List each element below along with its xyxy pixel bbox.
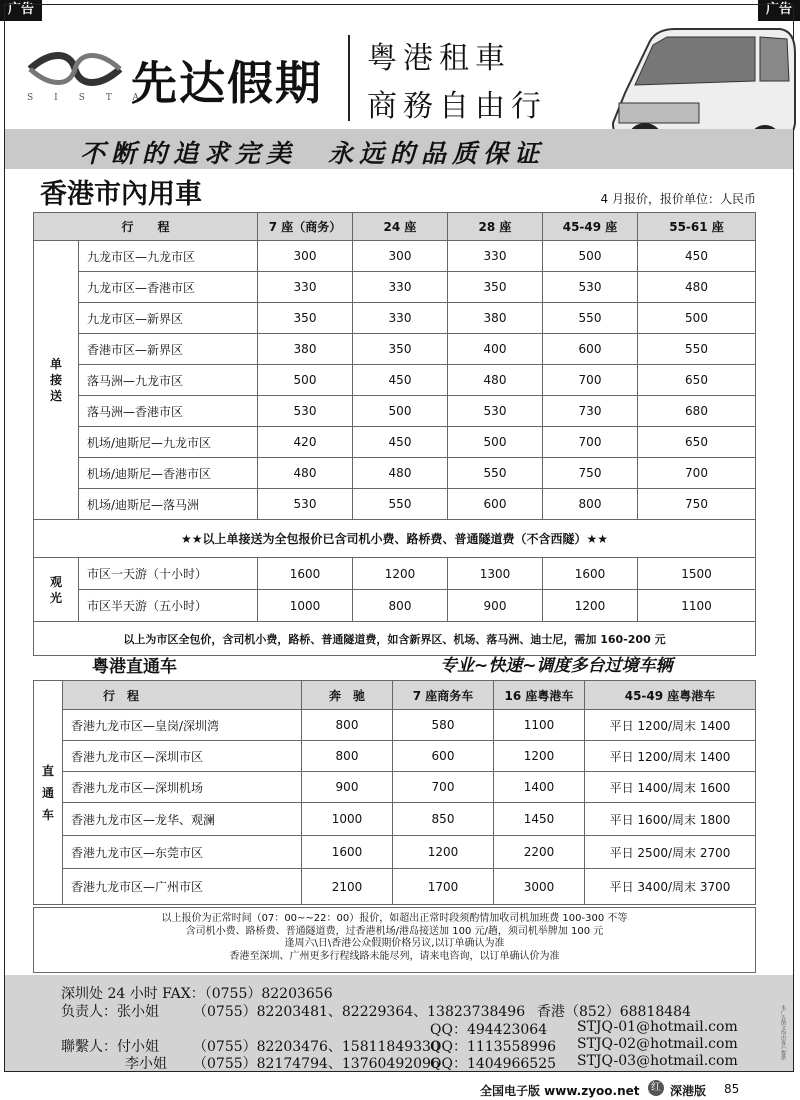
- person1-label: 负责人：张小姐: [61, 1004, 159, 1020]
- person3-phone: （0755）82174794、13760492096: [193, 1056, 440, 1072]
- price-cell: 1100: [638, 590, 756, 622]
- table-row: [34, 558, 756, 590]
- person2-phone: （0755）82203476、15811849330: [193, 1039, 440, 1055]
- price-cell: 1300: [448, 558, 543, 590]
- price-cell: 1100: [494, 710, 585, 741]
- table-row: [34, 710, 756, 741]
- route-cell: 落马洲—香港市区: [79, 396, 258, 427]
- price-cell: 530: [448, 396, 543, 427]
- group-label-transfer: 单接送: [34, 241, 79, 520]
- col-header-7seat: 7 座（商务）: [258, 213, 353, 241]
- route-cell: 机场/迪斯尼—香港市区: [79, 458, 258, 489]
- footer-badge-icon: 红: [648, 1080, 664, 1096]
- price-cell: 平日 2500/周末 2700: [585, 836, 756, 869]
- price-cell: 480: [258, 458, 353, 489]
- footer-edition: 深港版: [670, 1084, 707, 1098]
- transfer-note: ★★以上单接送为全包报价已含司机小费、路桥费、普通隧道费（不含西隧）★★: [34, 520, 756, 558]
- price-cell: 330: [353, 303, 448, 334]
- price-cell: 700: [543, 365, 638, 396]
- table-row: [34, 365, 756, 396]
- route-cell: 市区半天游（五小时）: [79, 590, 258, 622]
- table-row: [34, 836, 756, 869]
- price-cell: 600: [543, 334, 638, 365]
- route-cell: 香港市区—新界区: [79, 334, 258, 365]
- price-cell: 1400: [494, 772, 585, 803]
- price-cell: 550: [448, 458, 543, 489]
- price-cell: 1700: [393, 869, 494, 905]
- table-row: [34, 303, 756, 334]
- price-cell: 350: [353, 334, 448, 365]
- slogan-line1: 粤港租車: [367, 41, 511, 76]
- route-cell: 机场/迪斯尼—落马洲: [79, 489, 258, 520]
- sightseeing-note: 以上为市区全包价，含司机小费，路桥、普通隧道费，如含新界区、机场、落马洲、迪士尼，需加 160-200 元: [34, 622, 756, 656]
- person2-email[interactable]: STJQ-02@hotmail.com: [577, 1036, 738, 1052]
- route-cell: 香港九龙市区—深圳市区: [63, 741, 302, 772]
- price-cell: 550: [543, 303, 638, 334]
- brand-logo-icon: [25, 49, 125, 89]
- table-row: [34, 489, 756, 520]
- price-cell: 750: [638, 489, 756, 520]
- price-cell: 700: [543, 427, 638, 458]
- person3-email[interactable]: STJQ-03@hotmail.com: [577, 1053, 738, 1069]
- price-cell: 450: [353, 427, 448, 458]
- price-cell: 380: [258, 334, 353, 365]
- price-cell: 680: [638, 396, 756, 427]
- col-header-28seat: 28 座: [448, 213, 543, 241]
- page-number: 85: [724, 1082, 740, 1096]
- price-cell: 1500: [638, 558, 756, 590]
- price-cell: 2200: [494, 836, 585, 869]
- note-line: 含司机小费、路桥费、普通隧道费，过香港机场/港岛接送加 100 元/趟，须司机举牌加 100 元: [185, 925, 604, 937]
- price-cell: 1000: [302, 803, 393, 836]
- price-cell: 平日 3400/周末 3700: [585, 869, 756, 905]
- col-header-45seat: 45-49 座粤港车: [585, 681, 756, 710]
- person2-label: 聯繫人：付小姐: [61, 1039, 159, 1055]
- brand-name-cn: 先达假期: [131, 56, 323, 110]
- price-cell: 330: [258, 272, 353, 303]
- price-cell: 600: [393, 741, 494, 772]
- group-label-direct: 直通车: [34, 681, 63, 905]
- col-header-benz: 奔 驰: [302, 681, 393, 710]
- route-cell: 九龙市区—新界区: [79, 303, 258, 334]
- price-cell: 300: [258, 241, 353, 272]
- col-header-route: 行 程: [34, 213, 258, 241]
- header-divider: [348, 35, 350, 121]
- price-cell: 480: [448, 365, 543, 396]
- hk-phone: 香港（852）68818484: [537, 1004, 691, 1020]
- price-cell: 480: [638, 272, 756, 303]
- route-cell: 市区一天游（十小时）: [79, 558, 258, 590]
- price-cell: 500: [638, 303, 756, 334]
- table-row: [34, 241, 756, 272]
- price-cell: 900: [302, 772, 393, 803]
- price-cell: 1200: [494, 741, 585, 772]
- col-header-7seat: 7 座商务车: [393, 681, 494, 710]
- section2-slogan: 专业~快速~调度多台过境车辆: [440, 656, 673, 676]
- note-line: 香港至深圳、广州更多行程线路未能尽列，请来电咨询，以订单确认价为准: [229, 950, 560, 962]
- price-cell: 1200: [543, 590, 638, 622]
- price-cell: 300: [353, 241, 448, 272]
- price-cell: 平日 1600/周末 1800: [585, 803, 756, 836]
- contact-panel: [5, 975, 793, 1071]
- price-cell: 1600: [302, 836, 393, 869]
- price-cell: 530: [258, 489, 353, 520]
- fax-line: 深圳处 24 小时 FAX：（0755）82203656: [61, 986, 333, 1002]
- price-cell: 530: [543, 272, 638, 303]
- side-note: 本广告图文均由客户提供: [780, 1005, 786, 1060]
- price-cell: 平日 1400/周末 1600: [585, 772, 756, 803]
- price-cell: 550: [638, 334, 756, 365]
- price-cell: 800: [302, 741, 393, 772]
- table-row: [34, 590, 756, 622]
- hk-rental-table: [33, 212, 756, 656]
- price-cell: 550: [353, 489, 448, 520]
- price-cell: 750: [543, 458, 638, 489]
- route-cell: 香港九龙市区—东莞市区: [63, 836, 302, 869]
- person1-email[interactable]: STJQ-01@hotmail.com: [577, 1019, 738, 1035]
- cross-border-notes: [33, 907, 756, 973]
- price-cell: 500: [353, 396, 448, 427]
- route-cell: 香港九龙市区—广州市区: [63, 869, 302, 905]
- section1-title: 香港市內用車: [40, 179, 202, 210]
- col-header-24seat: 24 座: [353, 213, 448, 241]
- price-cell: 420: [258, 427, 353, 458]
- price-cell: 480: [353, 458, 448, 489]
- price-cell: 平日 1200/周末 1400: [585, 710, 756, 741]
- price-cell: 800: [353, 590, 448, 622]
- price-cell: 730: [543, 396, 638, 427]
- price-cell: 330: [353, 272, 448, 303]
- route-cell: 九龙市区—香港市区: [79, 272, 258, 303]
- route-cell: 香港九龙市区—龙华、观澜: [63, 803, 302, 836]
- price-cell: 350: [258, 303, 353, 334]
- table-row: [34, 869, 756, 905]
- col-header-route: 行 程: [63, 681, 302, 710]
- price-cell: 平日 1200/周末 1400: [585, 741, 756, 772]
- price-cell: 700: [393, 772, 494, 803]
- price-cell: 580: [393, 710, 494, 741]
- col-header-45seat: 45-49 座: [543, 213, 638, 241]
- route-cell: 机场/迪斯尼—九龙市区: [79, 427, 258, 458]
- slogan-line2: 商務自由行: [367, 89, 547, 124]
- table-row: [34, 272, 756, 303]
- price-cell: 450: [638, 241, 756, 272]
- price-cell: 800: [543, 489, 638, 520]
- cross-border-table: [33, 680, 756, 905]
- price-cell: 530: [258, 396, 353, 427]
- table-row: [34, 772, 756, 803]
- price-cell: 650: [638, 365, 756, 396]
- group-label-sightseeing: 观光: [34, 558, 79, 622]
- route-cell: 香港九龙市区—深圳机场: [63, 772, 302, 803]
- price-cell: 900: [448, 590, 543, 622]
- person2-qq: QQ：1113558996: [430, 1039, 557, 1055]
- person1-qq: QQ：494423064: [430, 1022, 548, 1038]
- col-header-16seat: 16 座粤港车: [494, 681, 585, 710]
- price-cell: 400: [448, 334, 543, 365]
- price-cell: 650: [638, 427, 756, 458]
- person3-qq: QQ：1404966525: [430, 1056, 557, 1072]
- ad-tag-right: 广告: [758, 0, 800, 21]
- price-cell: 2100: [302, 869, 393, 905]
- price-cell: 1000: [258, 590, 353, 622]
- route-cell: 九龙市区—九龙市区: [79, 241, 258, 272]
- price-cell: 500: [448, 427, 543, 458]
- price-cell: 350: [448, 272, 543, 303]
- price-cell: 1200: [353, 558, 448, 590]
- table-row: [34, 741, 756, 772]
- table-row: [34, 427, 756, 458]
- price-note: 4 月报价，报价单位：人民币: [600, 192, 756, 206]
- person1-phone: （0755）82203481、82229364、13823738496: [193, 1004, 526, 1020]
- price-cell: 1200: [393, 836, 494, 869]
- ad-tag-left: 广告: [0, 0, 42, 21]
- motto: 不断的追求完美 永远的品质保证: [80, 139, 546, 168]
- table-row: [34, 803, 756, 836]
- price-cell: 1600: [258, 558, 353, 590]
- price-cell: 700: [638, 458, 756, 489]
- price-cell: 1450: [494, 803, 585, 836]
- price-cell: 450: [353, 365, 448, 396]
- price-cell: 330: [448, 241, 543, 272]
- price-cell: 500: [543, 241, 638, 272]
- price-cell: 850: [393, 803, 494, 836]
- route-cell: 香港九龙市区—皇岗/深圳湾: [63, 710, 302, 741]
- table-row: [34, 334, 756, 365]
- price-cell: 3000: [494, 869, 585, 905]
- note-line: 逢周六\日\香港公众假期价格另议,以订单确认为准: [284, 938, 505, 949]
- note-line: 以上报价为正常时间（07：00~~22：00）报价，如超出正常时段须酌情加收司机加班费 100-300 不等: [161, 913, 628, 924]
- table-row: [34, 458, 756, 489]
- section2-title: 粤港直通车: [92, 657, 177, 677]
- price-cell: 800: [302, 710, 393, 741]
- footer-site[interactable]: 全国电子版 www.zyoo.net: [480, 1084, 640, 1098]
- price-cell: 1600: [543, 558, 638, 590]
- col-header-55seat: 55-61 座: [638, 213, 756, 241]
- brand-name-en: SISTA: [27, 93, 160, 103]
- price-cell: 500: [258, 365, 353, 396]
- price-cell: 380: [448, 303, 543, 334]
- route-cell: 落马洲—九龙市区: [79, 365, 258, 396]
- table-row: [34, 396, 756, 427]
- price-cell: 600: [448, 489, 543, 520]
- header: [5, 5, 793, 130]
- person3-label: 李小姐: [125, 1056, 167, 1072]
